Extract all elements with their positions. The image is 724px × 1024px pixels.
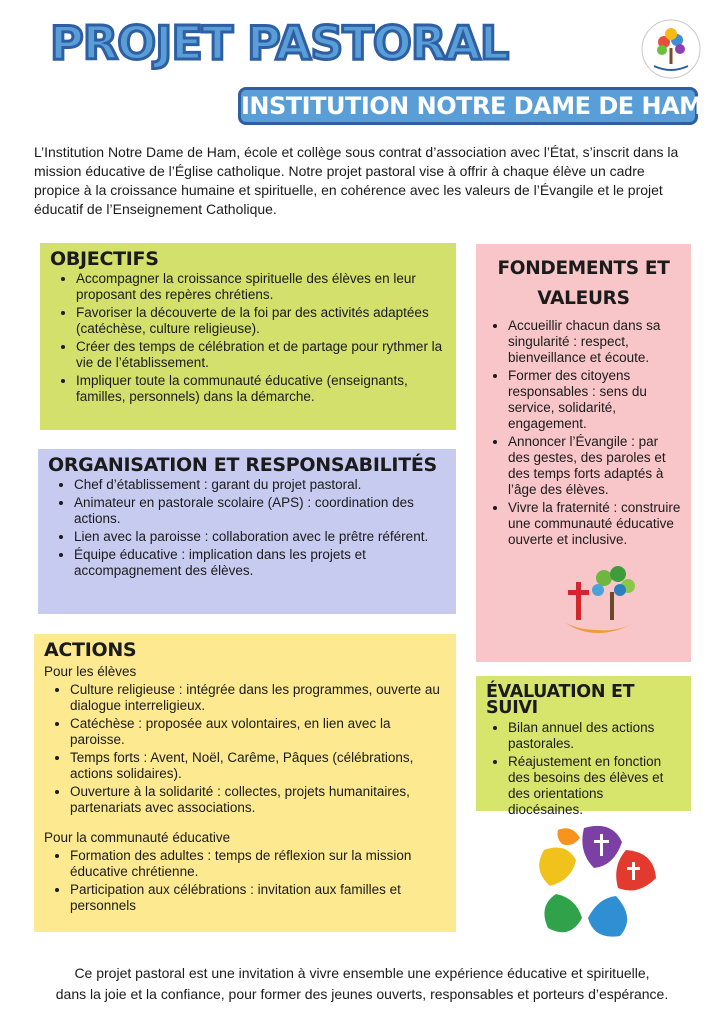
- list-item: • Lien avec la paroisse : collaboration avec le prêtre référent.: [74, 529, 446, 545]
- organisation-box: [38, 449, 456, 614]
- list-item: • Impliquer toute la communauté éducative (enseignants, familles, personnels) dans la démarche.: [76, 373, 446, 405]
- list-item: • Annoncer l’Évangile : par des gestes, des paroles et des temps forts adaptés à l’âge des élèves.: [508, 434, 681, 498]
- fondements-title: [486, 254, 681, 314]
- closing-line1: Ce projet pastoral est une invitation à vivre ensemble une expérience éducative et spirituelle,: [74, 965, 650, 981]
- list-item: • Catéchèse : proposée aux volontaires, en lien avec la paroisse.: [70, 716, 446, 748]
- list-item: • Bilan annuel des actions pastorales.: [508, 720, 681, 752]
- list-item: • Temps forts : Avent, Noël, Carême, Pâques (célébrations, actions solidaires).: [70, 750, 446, 782]
- list-item: • Vivre la fraternité : construire une communauté éducative ouverte et inclusive.: [508, 500, 681, 548]
- list-item: • Accompagner la croissance spirituelle des élèves en leur proposant des repères chrétiens.: [76, 271, 446, 303]
- list-item: • Réajustement en fonction des besoins des élèves et des orientations diocésaines.: [508, 754, 681, 818]
- tree-logo-icon: [640, 18, 702, 80]
- closing-statement: [30, 963, 694, 1005]
- actions-communaute-list: [44, 848, 446, 914]
- list-item: • Équipe éducative : implication dans les projets et accompagnement des élèves.: [74, 547, 446, 579]
- objectifs-list: [50, 271, 446, 405]
- list-item: • Favoriser la découverte de la foi par des activités adaptées (catéchèse, culture religieuse).: [76, 305, 446, 337]
- list-item: • Ouverture à la solidarité : collectes, projets humanitaires, partenariats avec associations.: [70, 784, 446, 816]
- sacraments-flower-icon: [532, 822, 662, 940]
- objectifs-title: OBJECTIFS: [50, 248, 159, 270]
- list-item: • Créer des temps de célébration et de partage pour rythmer la vie de l’établissement.: [76, 339, 446, 371]
- organisation-list: [48, 477, 446, 579]
- list-item: • Animateur en pastorale scolaire (APS) : coordination des actions.: [74, 495, 446, 527]
- list-item: • Culture religieuse : intégrée dans les programmes, ouverte au dialogue interreligieux.: [70, 682, 446, 714]
- list-item: • Former des citoyens responsables : sens du service, solidarité, engagement.: [508, 368, 681, 432]
- organisation-title: ORGANISATION ET RESPONSABILITÉS: [48, 454, 437, 476]
- page-title: PROJET PASTORAL: [50, 16, 509, 70]
- actions-eleves-list: [44, 682, 446, 816]
- evaluation-title: ÉVALUATION ET SUIVI: [486, 682, 635, 718]
- actions-group-communaute-label: Pour la communauté éducative: [44, 830, 231, 845]
- actions-box: [34, 634, 456, 932]
- list-item: • Accueillir chacun dans sa singularité : respect, bienveillance et écoute.: [508, 318, 681, 366]
- intro-paragraph: L’Institution Notre Dame de Ham, école et collège sous contrat d’association avec l’État, s’inscrit dans la mission éducative de l’Église catholique. Notre projet pastoral vise à offrir à chaque élève un cadre propice à la croissance humaine et spirituelle, en cohérence avec les valeurs de l’Évangile et le projet éducatif de l’Enseignement Catholique.: [34, 144, 679, 217]
- closing-line2: dans la joie et la confiance, pour former des jeunes ouverts, responsables et porteurs d’espérance.: [55, 986, 669, 1002]
- fondements-list: [486, 318, 681, 548]
- page-subtitle: INSTITUTION NOTRE DAME DE HAM: [238, 87, 698, 125]
- list-item: • Formation des adultes : temps de réflexion sur la mission éducative chrétienne.: [70, 848, 446, 880]
- list-item: • Participation aux célébrations : invitation aux familles et personnels: [70, 882, 446, 914]
- fondements-title-line2: VALEURS: [537, 288, 630, 309]
- fondements-title-line1: FONDEMENTS ET: [497, 258, 670, 279]
- actions-title: ACTIONS: [44, 639, 137, 661]
- list-item: • Chef d’établissement : garant du projet pastoral.: [74, 477, 446, 493]
- objectifs-box: [40, 243, 456, 430]
- evaluation-list: [486, 720, 681, 818]
- actions-group-eleves-label: Pour les élèves: [44, 664, 137, 679]
- cross-tree-hand-icon: [556, 560, 646, 650]
- evaluation-box: [476, 676, 691, 817]
